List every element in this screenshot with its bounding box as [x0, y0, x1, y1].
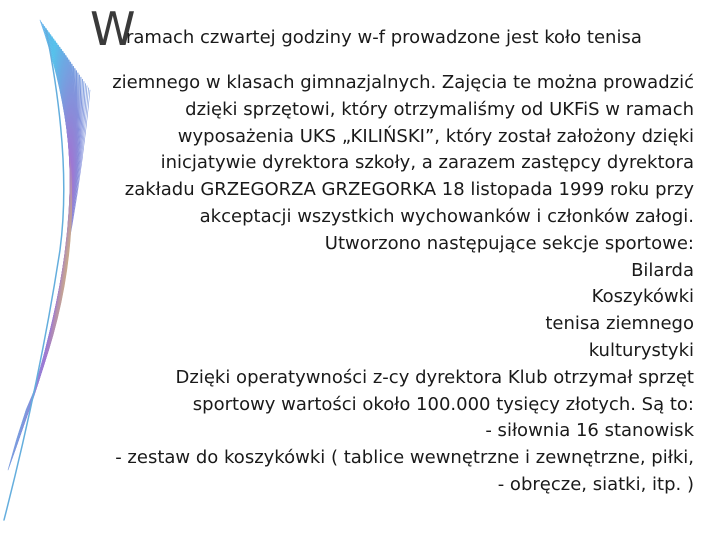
feather-quill: [4, 30, 64, 520]
section-item: kulturystyki: [588, 339, 694, 361]
text-line: sportowy wartości około 100.000 tysięcy złotych. Są to:: [192, 393, 694, 415]
feather-strand: [15, 62, 73, 446]
text-line: dzięki sprzętowi, który otrzymaliśmy od UKFiS w ramach: [185, 98, 694, 120]
text-line: akceptacji wszystkich wychowanków i członków załogi.: [199, 205, 694, 227]
text-line: Dzięki operatywności z-cy dyrektora Klub otrzymał sprzęt: [175, 366, 694, 388]
equipment-item: - obręcze, siatki, itp. ): [497, 473, 694, 495]
equipment-item: - zestaw do koszykówki ( tablice wewnętrzne i zewnętrzne, piłki,: [115, 447, 694, 469]
body-text: [74, 70, 694, 499]
first-line: ramach czwartej godziny w-f prowadzone jest koło tenisa: [126, 27, 642, 48]
feather-strand: [16, 60, 73, 444]
text-line: Utworzono następujące sekcje sportowe:: [324, 232, 694, 254]
text-line: inicjatywie dyrektora szkoły, a zarazem zastępcy dyrektora: [160, 152, 694, 174]
feather-strand: [18, 52, 71, 437]
section-item: tenisa ziemnego: [545, 313, 694, 335]
feather-strand: [16, 58, 72, 443]
feather-strand: [17, 54, 71, 439]
feather-strand: [18, 50, 70, 436]
drop-cap: W: [90, 2, 136, 56]
text-line: zakładu GRZEGORZA GRZEGORKA 18 listopada 1999 roku przy: [124, 179, 694, 201]
feather-strand: [17, 56, 72, 441]
text-line: wyposażenia UKS „KILIŃSKI”, który został założony dzięki: [177, 125, 694, 147]
section-item: Bilarda: [631, 259, 694, 281]
section-item: Koszykówki: [591, 286, 694, 308]
text-line: ziemnego w klasach gimnazjalnych. Zajęcia te można prowadzić: [112, 72, 694, 93]
equipment-item: - siłownia 16 stanowisk: [485, 420, 694, 442]
